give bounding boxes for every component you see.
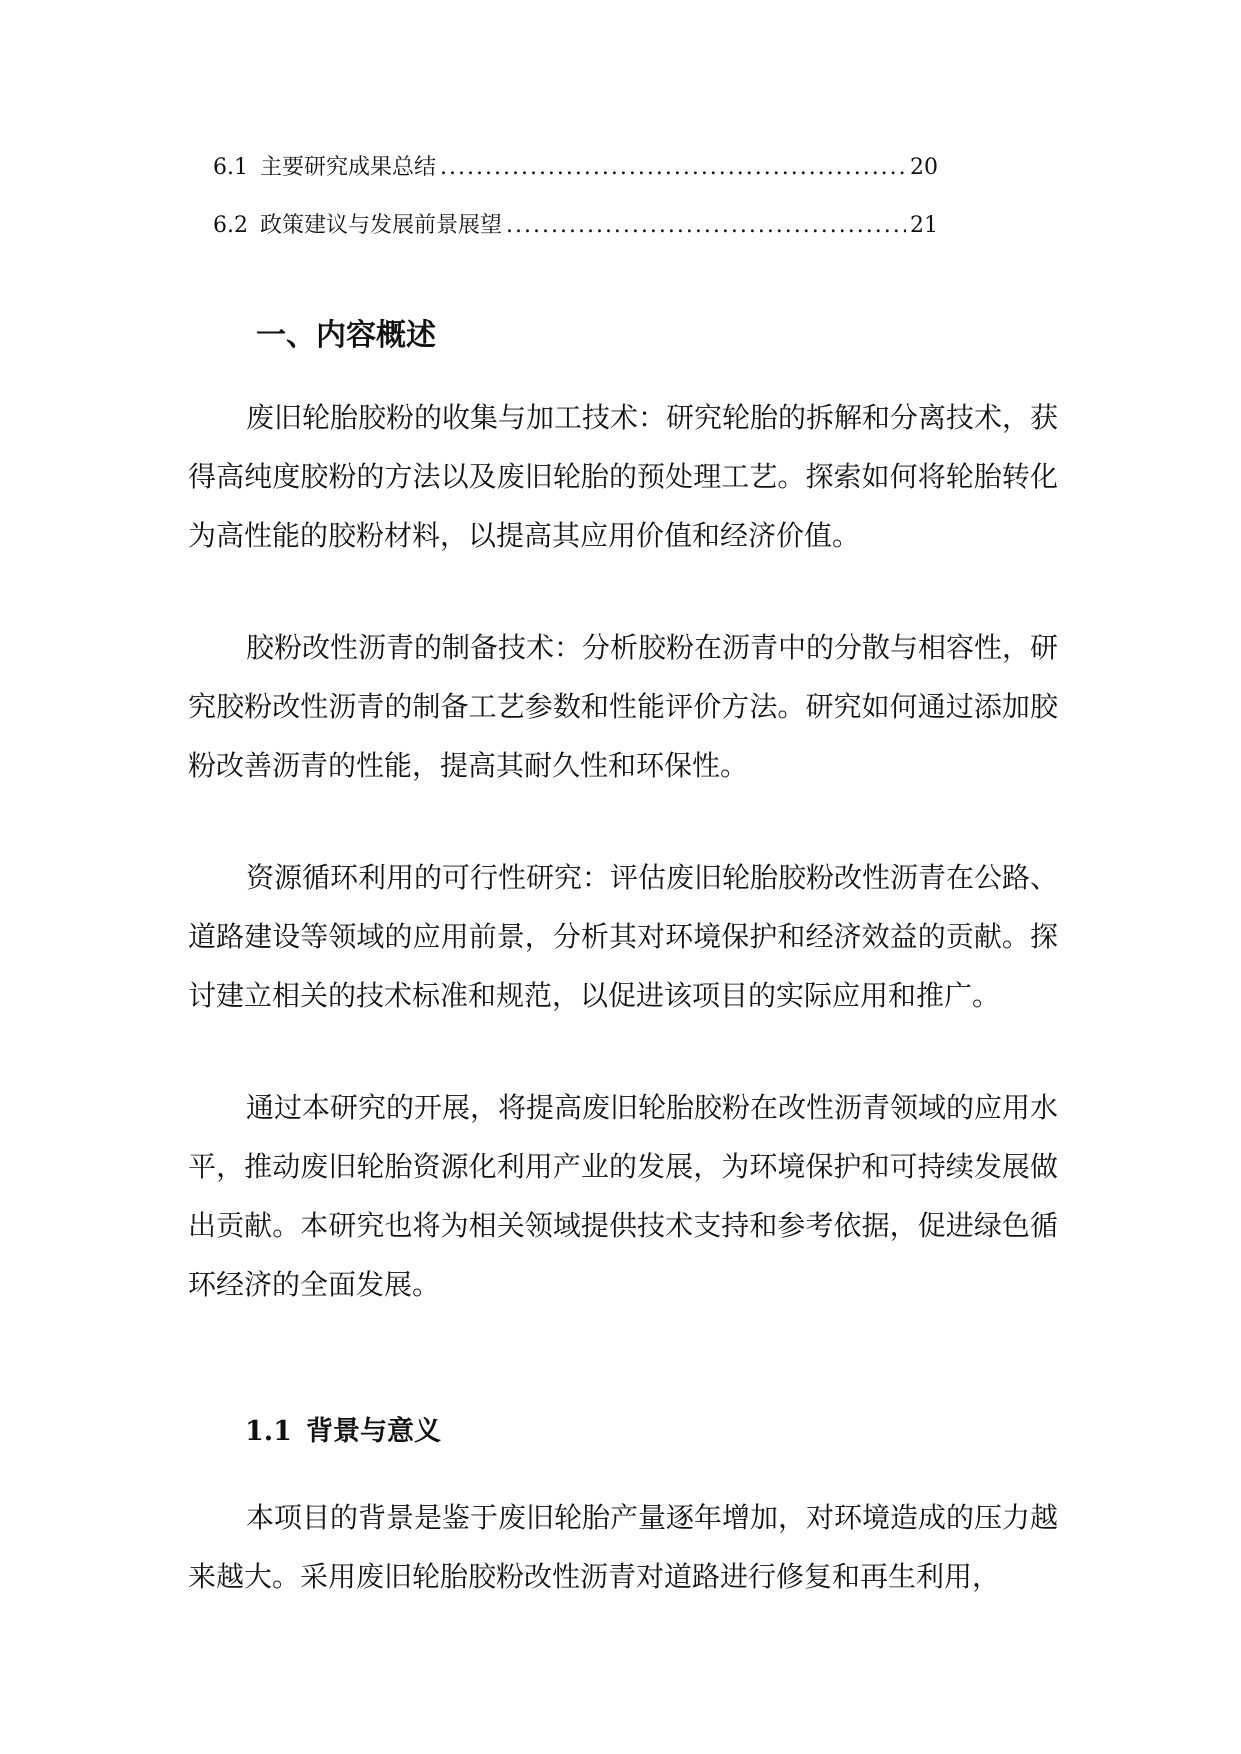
body-paragraph: 废旧轮胎胶粉的收集与加工技术：研究轮胎的拆解和分离技术，获得高纯度胶粉的方法以及废旧轮胎的预处理工艺。探索如何将轮胎转化为高性能的胶粉材料，以提高其应用价值和经济价值。 (188, 401, 1059, 552)
toc-leader-dots (506, 206, 906, 246)
subsection-heading (245, 1410, 441, 1454)
toc-entry[interactable] (213, 206, 938, 246)
toc-entry-title: 政策建议与发展前景展望 (260, 213, 503, 238)
toc-entry-number: 6.1 (213, 155, 248, 180)
body-paragraph: 胶粉改性沥青的制备技术：分析胶粉在沥青中的分散与相容性，研究胶粉改性沥青的制备工艺参数和性能评价方法。研究如何通过添加胶粉改善沥青的性能，提高其耐久性和环保性。 (188, 631, 1059, 782)
toc-entry[interactable] (213, 148, 938, 188)
toc-leader-dots (440, 148, 906, 188)
body-paragraph: 通过本研究的开展，将提高废旧轮胎胶粉在改性沥青领域的应用水平，推动废旧轮胎资源化利用产业的发展，为环境保护和可持续发展做出贡献。本研究也将为相关领域提供技术支持和参考依据，促进绿色循环经济的全面发展。 (188, 1091, 1059, 1301)
toc-entry-page: 21 (910, 213, 938, 238)
toc-entry-page: 20 (910, 155, 938, 180)
subsection-title: 背景与意义 (305, 1416, 441, 1447)
subsection-number: 1.1 (245, 1416, 292, 1447)
body-paragraph: 资源循环利用的可行性研究：评估废旧轮胎胶粉改性沥青在公路、道路建设等领域的应用前景，分析其对环境保护和经济效益的贡献。探讨建立相关的技术标准和规范，以促进该项目的实际应用和推广。 (188, 861, 1059, 1012)
toc-entry-title: 主要研究成果总结 (260, 155, 437, 180)
toc-entry-number: 6.2 (213, 213, 248, 238)
body-paragraph: 本项目的背景是鉴于废旧轮胎产量逐年增加，对环境造成的压力越来越大。采用废旧轮胎胶粉改性沥青对道路进行修复和再生利用， (188, 1501, 1059, 1593)
section-heading: 一、内容概述 (256, 318, 436, 353)
